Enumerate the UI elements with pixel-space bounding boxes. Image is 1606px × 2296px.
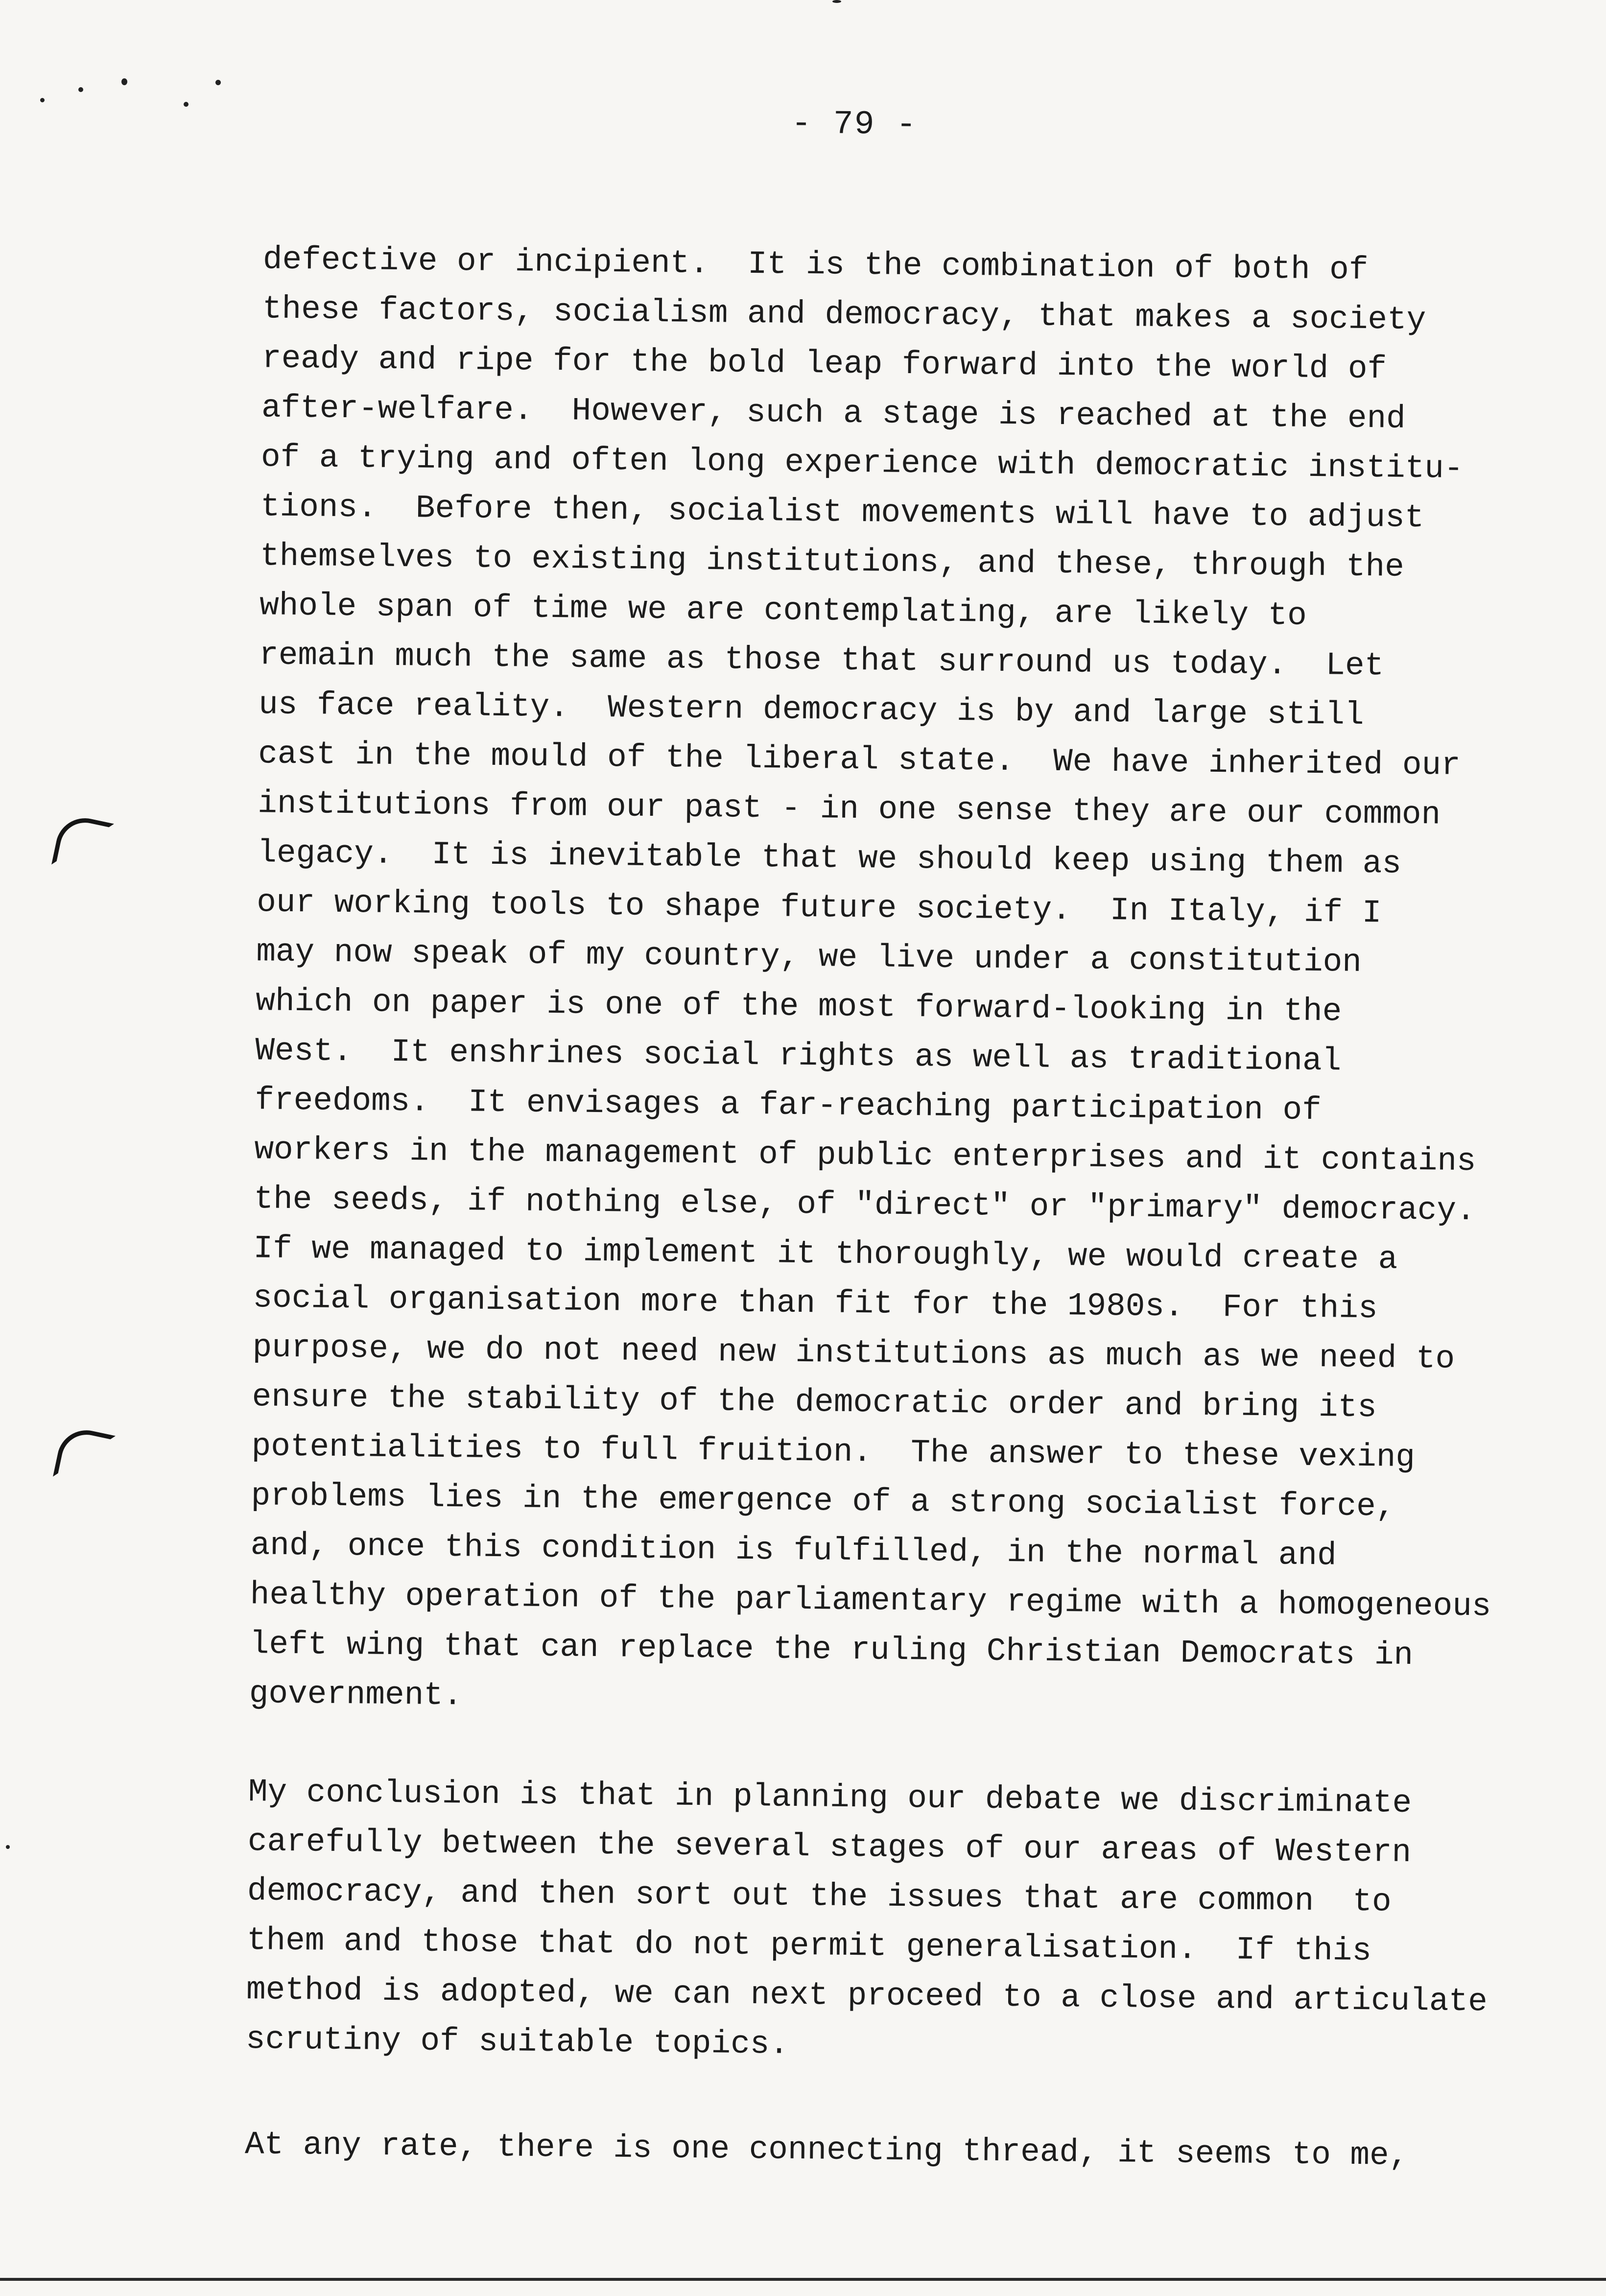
text-line: the seeds, if nothing else, of "direct" or "primary" democracy. bbox=[254, 1181, 1476, 1230]
text-line: may now speak of my country, we live under a constitution bbox=[256, 933, 1362, 981]
text-line: whole span of time we are contemplating, are likely to bbox=[259, 587, 1307, 634]
text-line: potentialities to full fruition. The answer to these vexing bbox=[251, 1428, 1416, 1476]
text-line: after-welfare. However, such a stage is reached at the end bbox=[261, 389, 1406, 437]
scan-speck bbox=[78, 87, 83, 92]
text-line: workers in the management of public enterprises and it contains bbox=[254, 1131, 1476, 1180]
paragraph-1 bbox=[249, 235, 1560, 1730]
paragraph-3 bbox=[244, 2120, 1542, 2181]
text-line: government. bbox=[249, 1675, 463, 1714]
text-line: social organisation more than fit for the 1980s. For this bbox=[253, 1279, 1378, 1327]
text-line: At any rate, there is one connecting thread, it seems to me, bbox=[244, 2126, 1409, 2174]
text-line: institutions from our past - in one sense they are our common bbox=[257, 785, 1441, 833]
text-line: West. It enshrines social rights as well as traditional bbox=[255, 1032, 1342, 1080]
text-line: us face reality. Western democracy is by and large still bbox=[258, 686, 1365, 734]
scan-speck bbox=[832, 0, 841, 3]
text-line: ready and ripe for the bold leap forward into the world of bbox=[261, 340, 1387, 388]
text-line: freedoms. It envisages a far-reaching participation of bbox=[255, 1082, 1322, 1129]
text-line: method is adopted, we can next proceed to a close and articulate bbox=[246, 1971, 1488, 2020]
text-line: carefully between the several stages of our areas of Western bbox=[247, 1823, 1412, 1871]
paragraph-2 bbox=[246, 1767, 1546, 2076]
text-line: If we managed to implement it thoroughly, we would create a bbox=[253, 1230, 1398, 1278]
text-line: remain much the same as those that surround us today. Let bbox=[259, 637, 1384, 685]
text-line: cast in the mould of the liberal state. We have inherited our bbox=[258, 735, 1461, 784]
text-line: legacy. It is inevitable that we should keep using them as bbox=[257, 834, 1402, 882]
text-line: these factors, socialism and democracy, that makes a society bbox=[262, 290, 1426, 339]
text-line: ensure the stability of the democratic order and bring its bbox=[252, 1378, 1377, 1426]
text-line: My conclusion is that in planning our debate we discriminate bbox=[248, 1774, 1412, 1822]
text-line: problems lies in the emergence of a strong socialist force, bbox=[251, 1477, 1395, 1525]
text-line: healthy operation of the parliamentary regime with a homogeneous bbox=[250, 1576, 1491, 1625]
scan-speck bbox=[6, 1845, 10, 1849]
text-line: left wing that can replace the ruling Christian Democrats in bbox=[249, 1626, 1414, 1674]
text-line: tions. Before then, socialist movements will have to adjust bbox=[260, 488, 1424, 537]
page-edge-line bbox=[0, 2278, 1606, 2281]
scan-speck bbox=[184, 102, 189, 107]
text-line: scrutiny of suitable topics. bbox=[245, 2021, 789, 2063]
text-line: purpose, we do not need new institutions as much as we need to bbox=[252, 1329, 1455, 1377]
text-line: themselves to existing institutions, and these, through the bbox=[260, 538, 1405, 586]
text-line: defective or incipient. It is the combination of both of bbox=[262, 241, 1369, 288]
text-line: democracy, and then sort out the issues that are common to bbox=[247, 1872, 1392, 1920]
text-line: and, once this condition is fulfilled, in the normal and bbox=[250, 1527, 1337, 1574]
text-line: of a trying and often long experience with democratic institu- bbox=[260, 439, 1464, 487]
scan-speck bbox=[121, 78, 127, 85]
text-line: which on paper is one of the most forward-looking in the bbox=[256, 983, 1342, 1030]
text-line: them and those that do not permit generalisation. If this bbox=[246, 1922, 1372, 1970]
scan-speck bbox=[40, 98, 45, 102]
scan-speck bbox=[215, 80, 221, 85]
page-number: - 79 - bbox=[791, 105, 918, 144]
text-line: our working tools to shape future society. In Italy, if I bbox=[256, 884, 1382, 932]
